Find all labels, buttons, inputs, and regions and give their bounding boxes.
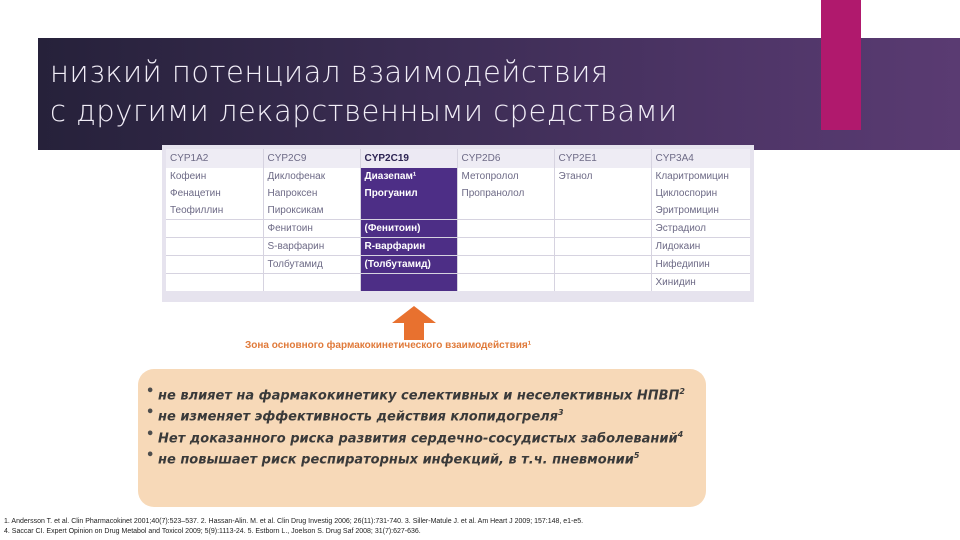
bullet-ref: 2 — [679, 387, 685, 396]
table-row — [166, 256, 750, 274]
table-cell-highlighted — [360, 274, 457, 292]
list-item — [146, 447, 700, 468]
table-cell: Теофиллин — [166, 202, 263, 220]
header-cell: CYP2E1 — [554, 149, 651, 168]
table-cell — [457, 256, 554, 274]
bullet-text: не изменяет эффективность действия клопидогреля — [158, 409, 559, 425]
table-row — [166, 185, 750, 202]
interaction-zone-label: Зона основного фармакокинетического взаимодействия¹ — [245, 340, 532, 351]
table-cell — [554, 274, 651, 292]
reference-line-1: 1. Andersson T. et al. Clin Pharmacokinet 2001;40(7):523–537. 2. Hassan-Alin. M. et al. Clin Drug Investig 2006; 26(11):731-740. 3. Siller-Matule J. et al. Am Heart J 2009; 157:148, e1-e5. — [4, 518, 584, 525]
table-cell: Хинидин — [651, 274, 750, 292]
table-cell: Циклоспорин — [651, 185, 750, 202]
table-cell: Фенацетин — [166, 185, 263, 202]
table-cell: Диклофенак — [263, 168, 360, 185]
table-cell: Фенитоин — [263, 220, 360, 238]
table-row — [166, 274, 750, 292]
table-cell: Кларитромицин — [651, 168, 750, 185]
table-row — [166, 220, 750, 238]
table-cell: Этанол — [554, 168, 651, 185]
table-cell — [554, 220, 651, 238]
table-cell — [457, 220, 554, 238]
table-cell: S-варфарин — [263, 238, 360, 256]
table-cell: Пироксикам — [263, 202, 360, 220]
table-cell — [457, 274, 554, 292]
bullet-ref: 3 — [558, 408, 564, 418]
table-header-row — [166, 149, 750, 168]
header-cell: CYP2C9 — [263, 149, 360, 168]
list-item — [146, 426, 700, 447]
header-cell: CYP2D6 — [457, 149, 554, 168]
bullet-text: не повышает риск респираторных инфекций, в т.ч. пневмонии — [158, 452, 634, 468]
slide-title — [50, 53, 810, 131]
bullet-icon: • — [146, 447, 155, 463]
table-cell-highlighted: Прогуанил — [360, 185, 457, 202]
up-arrow-shape — [392, 306, 436, 340]
table-cell: Толбутамид — [263, 256, 360, 274]
table-cell — [554, 256, 651, 274]
table-cell: Кофеин — [166, 168, 263, 185]
table-cell — [263, 274, 360, 292]
table-cell — [166, 238, 263, 256]
cyp-enzyme-table — [166, 149, 750, 291]
table-cell: Эстрадиол — [651, 220, 750, 238]
up-arrow-icon — [392, 306, 436, 340]
benefits-list — [146, 383, 700, 468]
table-cell-highlighted: Диазепам¹ — [360, 168, 457, 185]
table-row — [166, 202, 750, 220]
table-cell: Лидокаин — [651, 238, 750, 256]
list-item — [146, 383, 700, 404]
header-cell: CYP1A2 — [166, 149, 263, 168]
table-cell — [554, 185, 651, 202]
table-cell-highlighted: (Толбутамид) — [360, 256, 457, 274]
table-cell — [457, 202, 554, 220]
header-cell-highlighted: CYP2C19 — [360, 149, 457, 168]
bullet-ref: 5 — [633, 450, 640, 460]
table-cell — [166, 256, 263, 274]
slide-title-line-1: низкий потенциал взаимодействия — [50, 55, 609, 89]
table-cell-highlighted — [360, 202, 457, 220]
table-cell — [457, 238, 554, 256]
table-cell — [554, 238, 651, 256]
table-cell — [554, 202, 651, 220]
table-cell: Пропранолол — [457, 185, 554, 202]
table-cell-highlighted: (Фенитоин) — [360, 220, 457, 238]
bullet-icon: • — [146, 384, 155, 399]
reference-line-2: 4. Saccar CI. Expert Opinion on Drug Metabol and Toxicol 2009; 5(9):1113-24. 5. Estborn L., Joelson S. Drug Saf 2008; 31(7):627-636. — [4, 528, 421, 535]
table-row — [166, 168, 750, 185]
table-cell-highlighted: R-варфарин — [360, 238, 457, 256]
list-item — [146, 404, 700, 425]
bullet-icon: • — [146, 405, 155, 421]
cyp-table-panel — [162, 145, 754, 302]
slide-title-line-2: с другими лекарственными средствами — [50, 94, 678, 128]
table-cell: Напроксен — [263, 185, 360, 202]
header-cell: CYP3A4 — [651, 149, 750, 168]
table-cell: Метопролол — [457, 168, 554, 185]
bullet-text: не влияет на фармакокинетику селективных и неселективных НПВП — [158, 388, 680, 404]
table-cell: Эритромицин — [651, 202, 750, 220]
bullet-text: Нет доказанного риска развития сердечно-сосудистых заболеваний — [158, 430, 678, 446]
table-cell — [166, 274, 263, 292]
bullet-icon: • — [146, 426, 155, 442]
table-cell: Нифедипин — [651, 256, 750, 274]
accent-bar — [821, 0, 861, 130]
table-cell — [166, 220, 263, 238]
bullet-ref: 4 — [677, 429, 684, 439]
references — [4, 517, 954, 537]
table-row — [166, 238, 750, 256]
